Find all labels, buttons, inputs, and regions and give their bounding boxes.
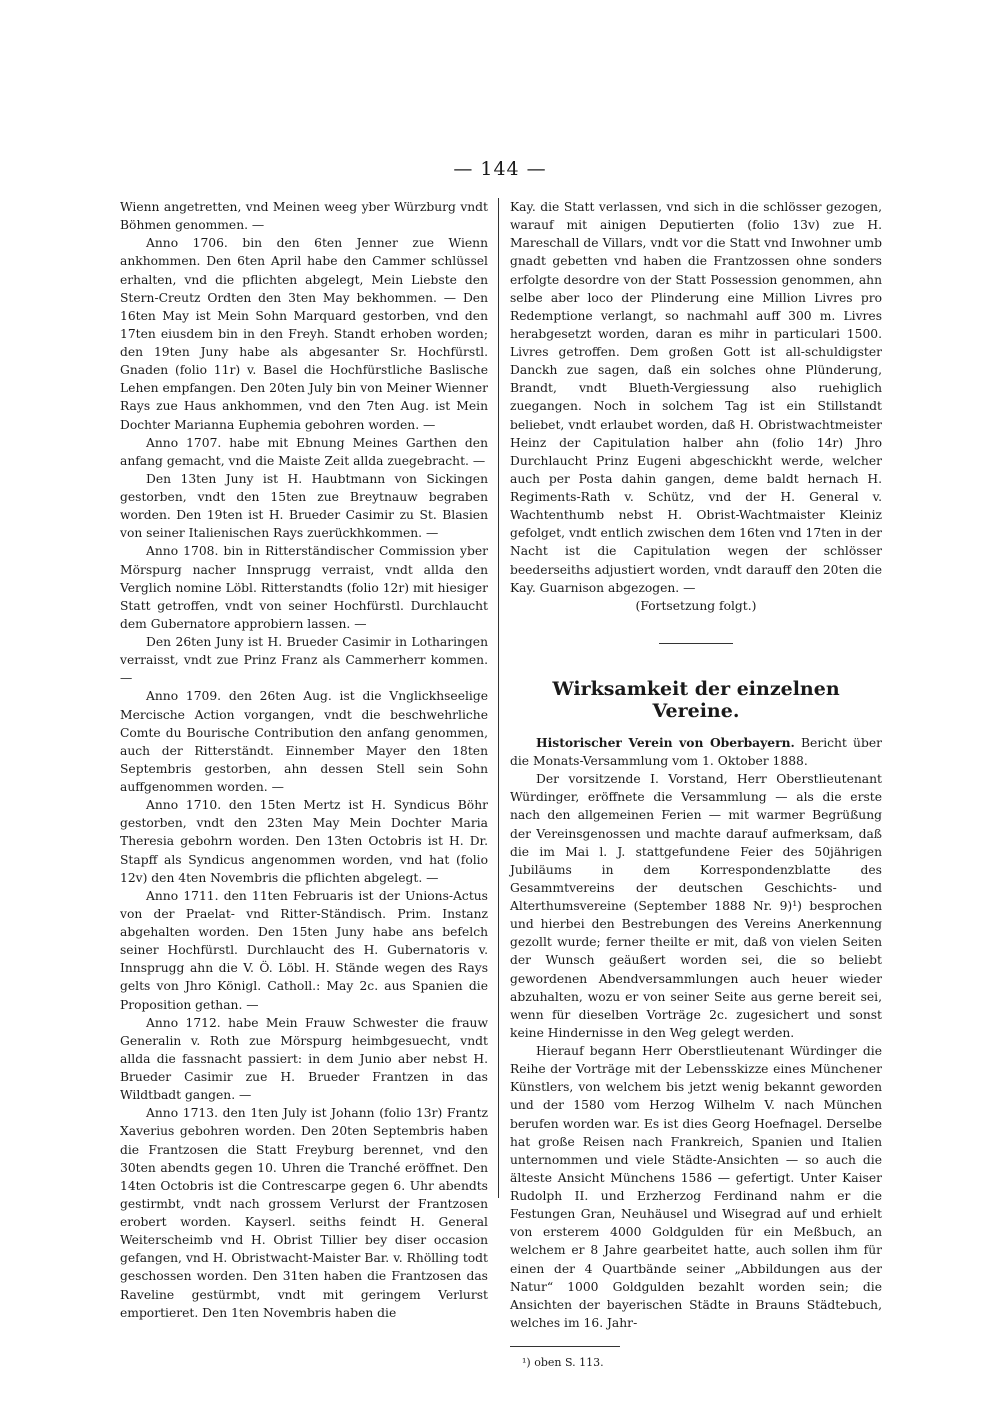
paragraph: Hierauf begann Herr Oberstlieutenant Würdinger die Reihe der Vorträge mit der Lebensskizze eines Münchener Künstlers, von welchem bis jetzt wenig bekannt geworden und der 1580 vom Herzog Wilhelm V. nach München berufen worden war. Es ist dies Georg Hoefnagel. Derselbe hat große Reisen nach Frankreich, Spanien und Italien unternommen und viele Städte-Ansichten — so auch die älteste Ansicht Münchens 1586 — gefertigt. Unter Kaiser Rudolph II. und Erzherzog Ferdinand nahm er die Festungen Gran, Neuhäusel und Wisegrad auf und erhielt von ersterem 4000 Goldgulden für ein Meßbuch, an welchem er 8 Jahre gearbeitet hatte, auch sollen ihm für einen der 4 Quartbände seiner „Abbildungen aus der Natur“ 1000 Goldgulden bezahlt worden sein; die Ansichten der bayerischen Städte in Brauns Städtebuch, welches im 16. Jahr- bbox=[510, 1044, 882, 1330]
left-column bbox=[120, 198, 488, 1322]
page-number: — 144 — bbox=[453, 158, 547, 180]
paragraph: Anno 1711. den 11ten Februaris ist der Unions-Actus von der Praelat- vnd Ritter-Ständisch. Prim. Instanz abgehalten worden. Den 15ten Juny habe ans befelch seiner Hochfürstl. Durchlaucht des H. Gubernatoris v. Innsprugg ahn die V. Ö. Löbl. H. Stände wegen des Rays gelts von Jhro Königl. Catholl.: May 2c. aus Spanien die Proposition gethan. — bbox=[120, 888, 488, 1012]
report-title: Bericht über die Monats-Versammlung vom 1. Oktober 1888. bbox=[510, 735, 882, 768]
paragraph: Kay. die Statt verlassen, vnd sich in die schlösser gezogen, warauf mit ainigen Deputierten (folio 13v) zue H. Mareschall de Villars, vndt vor die Statt vnd Inwohner umb gnadt gebetten vnd haben die Frantzossen ohne sonders erfolgte desordre von der Statt Possession genommen, ahn selbe aber loco der Plinderung eine Million Livres pro Redemptione verlangt, so nachmahl auff 300 m. Livres herabgesetzt worden, daran es mihr in particulari 1500. Livres getroffen. Dem großen Gott ist all-schuldigster Danckh zue sagen, daß ein solches ohne Plünderung, Brandt, vndt Blueth-Vergiessung also ruehiglich zuegangen. Noch in solchem Tag ist ein Stillstandt beliebet, vndt erlaubet worden, daß H. Obristwachtmeister Heinz der Capitulation halber ahn (folio 14r) Jhro Durchlaucht Prinz Eugeni abgeschickht werde, welcher auch per Posta dahin gangen, deme baldt hernach H. Regiments-Rath v. Schütz, vnd der H. General v. Wachtenthumb nebst H. Obrist-Wachtmaister Kleiniz gefolget, vndt entlich zwischen dem 16ten vnd 17ten in der Nacht ist die Capitulation wegen der schlösser beederseiths adjustiert worden, vndt darauff den 20ten die Kay. Guarnison abgezogen. — bbox=[510, 200, 882, 595]
section-lead bbox=[510, 734, 882, 770]
paragraph: Der vorsitzende I. Vorstand, Herr Oberstlieutenant Würdinger, eröffnete die Versammlung — als die erste nach den allgemeinen Ferien — mit warmer Begrüßung der Vereinsgenossen und machte darauf aufmerksam, daß die im Mai l. J. stattgefundene Feier des 50jährigen Jubiläums in dem Korrespondenzblatte des Gesammtvereins der deutschen Geschichts- und Alterthumsvereine (September 1888 Nr. 9)¹) besprochen und hierbei den Bestrebungen des Vereins Anerkennung gezollt wurde; ferner theilte er mit, daß von vielen Seiten der Wunsch geäußert worden sei, die so beliebt gewordenen Abendversammlungen auch heuer wieder abzuhalten, wozu er von seiner Seite aus gerne bereit sei, wenn für dieselben Vorträge 2c. zugesichert und sonst keine Hindernisse in den Weg gelegt werden. bbox=[510, 772, 882, 1040]
paragraph: Wienn angetretten, vnd Meinen weeg yber Würzburg vndt Böhmen genommen. — bbox=[120, 200, 488, 233]
paragraph: Anno 1707. habe mit Ebnung Meines Garthen den anfang gemacht, vnd die Maiste Zeit allda zuegebracht. — bbox=[120, 435, 488, 468]
paragraph: Anno 1706. bin den 6ten Jenner zue Wienn ankhommen. Den 6ten April habe den Cammer schlüssel erhalten, vnd die pflichten abgelegt, Mein Liebste den Stern-Creutz Ordten den 3ten May bekhommen. — Den 16ten May ist Mein Sohn Marquard gestorben, vnd den 17ten eiusdem bin in den Freyh. Standt erhoben worden; den 19ten Juny habe als abgesanter Sr. Hochfürstl. Gnaden (folio 11r) v. Basel die Hochfürstliche Baslische Lehen empfangen. Den 20ten July bin von Meiner Wienner Rays zue Haus ankhommen, vnd den 7ten Aug. ist Mein Dochter Marianna Euphemia gebohren worden. — bbox=[120, 236, 488, 432]
footnote: ¹) oben S. 113. bbox=[522, 1356, 604, 1369]
paragraph: Anno 1712. habe Mein Frauw Schwester die frauw Generalin v. Roth zue Mörspurg heimbgesuecht, vndt allda die fassnacht passiert: in dem Junio aber nebst H. Brueder Casimir zue H. Brueder Frantzen in das Wildtbadt gangen. — bbox=[120, 1015, 488, 1103]
section-heading: Wirksamkeit der einzelnen Vereine. bbox=[552, 677, 840, 722]
footnote-rule bbox=[510, 1346, 620, 1347]
continuation-note: (Fortsetzung folgt.) bbox=[635, 598, 757, 613]
section-separator bbox=[659, 643, 733, 644]
paragraph: Anno 1709. den 26ten Aug. ist die Vnglickhseelige Mercische Action vorgangen, vndt die beschwehrliche Comte du Bourische Contribution den anfang genommen, auch der Ritterständt. Einnember Mayer den 18ten Septembris gestorben, ahn dessen Stell sein Sohn auffgenommen worden. — bbox=[120, 689, 488, 794]
paragraph: Anno 1713. den 1ten July ist Johann (folio 13r) Frantz Xaverius gebohren worden. Den 20ten Septembris haben die Frantzosen die Statt Freyburg berennet, vnd den 30ten abendts gegen 10. Uhren die Tranché eröffnet. Den 14ten Octobris ist die Contrescarpe gegen 6. Uhr abendts gestirmbt, vndt nach grossem Verlurst der Frantzosen erobert worden. Kayserl. seiths feindt H. General Weiterscheimb vnd H. Obrist Tillier bey diser occasion gefangen, vnd H. Obristwacht-Maister Bar. v. Rhölling todt geschossen worden. Den 31ten haben die Frantzosen das Raveline gestürmbt, vndt mit geringem Verlurst emportieret. Den 1ten Novembris haben die bbox=[120, 1106, 488, 1320]
paragraph: Anno 1708. bin in Ritterständischer Commission yber Mörspurg nacher Innsprugg verraist, vndt allda den Verglich nomine Löbl. Ritterstandts (folio 12r) mit hiesiger Statt getroffen, vndt von seiner Hochfürstl. Durchlaucht dem Gubernatore approbiern lassen. — bbox=[120, 544, 488, 631]
paragraph: Anno 1710. den 15ten Mertz ist H. Syndicus Böhr gestorben, vndt den 23ten May Mein Dochter Maria Theresia gebohrn worden. Den 13ten Octobris ist H. Dr. Stapff als Syndicus angenommen worden, vnd hat (folio 12v) den 4ten Novembris die pflichten abgelegt. — bbox=[120, 798, 488, 885]
right-column bbox=[510, 198, 882, 1371]
paragraph: Den 26ten Juny ist H. Brueder Casimir in Lotharingen verraisst, vndt zue Prinz Franz als Cammerherr kommen. — bbox=[120, 635, 488, 686]
society-name: Historischer Verein von Oberbayern. bbox=[536, 734, 795, 750]
column-divider bbox=[498, 198, 499, 1198]
paragraph: Den 13ten Juny ist H. Haubtmann von Sickingen gestorben, vndt den 15ten zue Breytnauw begraben worden. Den 19ten ist H. Brueder Casimir zu St. Blasien von seiner Italienischen Rays zuerückhkommen. — bbox=[120, 471, 488, 541]
